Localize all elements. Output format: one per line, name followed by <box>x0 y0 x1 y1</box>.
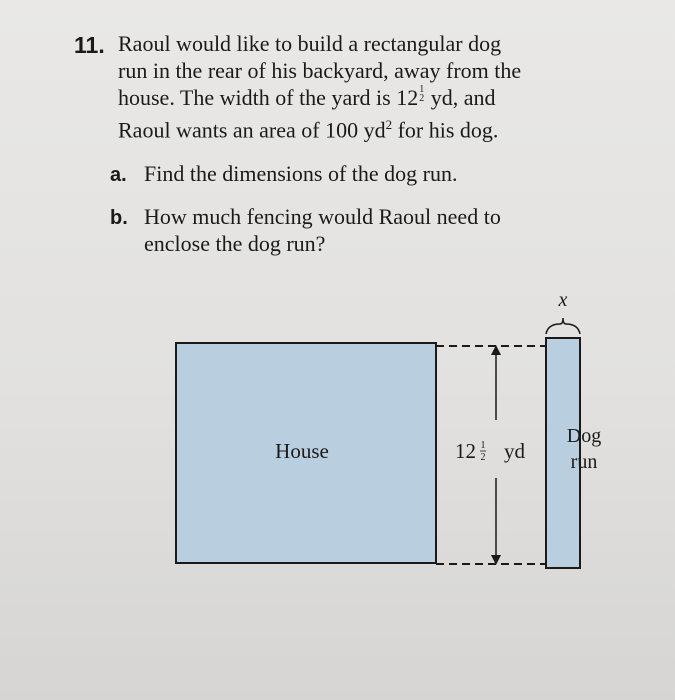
stem-line-4-end: for his dog. <box>392 117 499 143</box>
stem-line-3-end: yd, and <box>425 85 496 110</box>
part-b-text-1: How much fencing would Raoul need to <box>144 204 501 229</box>
part-a-label: a. <box>110 164 127 186</box>
width-whole: 12 <box>455 439 476 463</box>
x-width-brace <box>546 318 580 334</box>
part-b-label: b. <box>110 207 128 229</box>
x-label: x <box>558 289 568 311</box>
stem-line-2: run in the rear of his backyard, away from the <box>118 58 522 83</box>
width-frac-num: 1 <box>480 440 486 451</box>
width-frac-den: 2 <box>480 452 486 463</box>
fraction-numerator: 1 <box>419 84 425 95</box>
stem-line-3-start: house. The width of the yard is 12 <box>118 85 419 110</box>
dog-run-label-2: run <box>570 451 598 473</box>
dog-run-label-1: Dog <box>566 425 602 447</box>
width-unit: yd <box>504 439 525 463</box>
part-a-text: Find the dimensions of the dog run. <box>144 161 458 186</box>
part-b-text-2: enclose the dog run? <box>144 231 326 256</box>
fraction-denominator: 2 <box>419 93 425 104</box>
stem-line-1: Raoul would like to build a rectangular dog <box>118 31 502 56</box>
area-exponent: 2 <box>385 117 393 132</box>
stem-line-4-start: Raoul wants an area of 100 yd <box>118 117 386 143</box>
problem-number: 11. <box>74 32 105 58</box>
house-label: House <box>275 439 329 463</box>
